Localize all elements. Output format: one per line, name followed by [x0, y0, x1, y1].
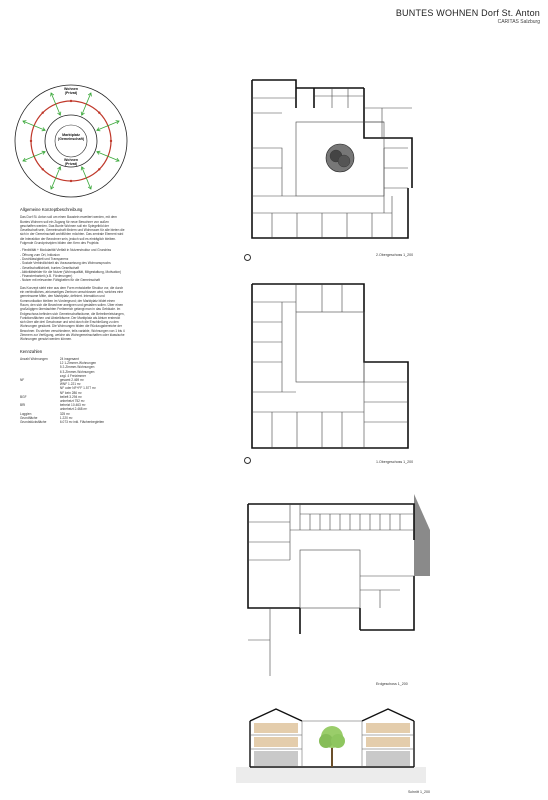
table-row [20, 395, 125, 403]
section-drawing-svg [236, 703, 426, 783]
section-drawing [236, 703, 426, 783]
concept-bullet: - Gesellschaftlichkeit, buntes Gesellschaft [20, 266, 125, 270]
table-row [20, 378, 125, 395]
diagram-arrow [51, 167, 60, 189]
north-arrow-icon [244, 457, 251, 464]
table-value: 1.220 m² [59, 415, 73, 420]
diagram-arrow [82, 93, 91, 115]
page-title: BUNTES WOHNEN Dorf St. Anton [395, 8, 540, 18]
kennzahlen-table [20, 357, 125, 424]
diagram-dot [30, 140, 32, 142]
concept-bullet: - Finanzierbarkeit (z.B. Förderungen) [20, 274, 125, 278]
diagram-arrow [23, 152, 45, 161]
floor-plan-2og-drawing [242, 78, 418, 244]
diagram-arrow [23, 121, 45, 130]
table-value: 6.073 m² inkl. Flächenbegleiten [59, 419, 105, 424]
table-key: BRI [20, 403, 26, 408]
concept-bullet: - Nutzer mit relevanten Fähigkeiten für die Gemeinschaft [20, 278, 125, 282]
diagram-bottom-label: Wohnen (Privat) [63, 158, 79, 166]
diagram-arrow [97, 121, 119, 130]
plan-caption-2og: 2.Obergeschoss 1_200 [376, 253, 414, 257]
concept-rings [12, 82, 130, 200]
table-value: 325 m² [59, 411, 70, 416]
kennzahlen-heading: Kennzahlen [20, 348, 43, 354]
diagram-dot [70, 180, 72, 182]
floor-plan-1og-drawing [242, 282, 418, 452]
concept-bullets [20, 248, 125, 282]
table-key: NF [20, 377, 25, 382]
concept-bullet: - Öffnung zum Ort, Inklusion [20, 253, 125, 257]
diagram-arrow [82, 167, 91, 189]
floor-plan-eg [240, 490, 430, 676]
diagram-arrow [51, 93, 60, 115]
concept-heading: Allgemeine Konzeptbeschreibung [20, 207, 83, 212]
floor-plan-1og [242, 282, 418, 452]
floor-plan-eg-drawing [240, 490, 430, 676]
diagram-top-label: Wohnen (Privat) [63, 87, 79, 95]
table-row [20, 420, 125, 424]
plan-caption-1og: 1.Obergeschoss 1_200 [376, 460, 414, 464]
concept-diagram [12, 82, 130, 200]
concept-text-column [20, 208, 125, 424]
table-value: beheizt 10.463 m³ unbeheizt 2.468 m³ [59, 403, 88, 412]
concept-bullet: - Soziale Verbindlichkeit als Voraussetzung des Wohnanspruchs [20, 261, 125, 265]
concept-bullet: - Durchlässigkeit und Transparenz [20, 257, 125, 261]
concept-bullet: - Aktivitätsfelder für die Nutzer (Wohnqualität, Mitgestaltung, Motivation) [20, 270, 125, 274]
table-value: belieft 3.294 m² unbeheizt 752 m² [59, 394, 85, 403]
diagram-dot [98, 112, 100, 114]
table-key: Anzahl Wohnungen [20, 356, 48, 361]
plan-caption-schnitt: Schnitt 1_200 [408, 790, 430, 794]
diagram-dot [42, 168, 44, 170]
table-key: BGF [20, 394, 27, 399]
north-arrow-icon [244, 254, 251, 261]
diagram-arrow [97, 152, 119, 161]
page-subtitle: CARITAS Salzburg [497, 19, 540, 25]
table-value: gesamt 2.469 m² WNF 1.221 m² NF oder NF+FF 1.577 m² NF kein 286 m² [59, 377, 96, 395]
diagram-center-label: Marktplatz (Gemeinschaft) [57, 133, 85, 141]
diagram-dot [42, 112, 44, 114]
page-header [396, 8, 540, 25]
concept-bullet: - Flexibilität + Modularität Vielfalt in Nutzerstruktur und Grundriss [20, 248, 125, 252]
diagram-dot [98, 168, 100, 170]
plan-caption-eg: Erdgeschoss 1_200 [376, 682, 408, 686]
table-key: Loggien [20, 411, 32, 416]
diagram-dot [70, 100, 72, 102]
floor-plan-2og [242, 78, 418, 244]
table-key: Grundfläche [20, 415, 38, 420]
concept-body: Das Konzept steht eine aus dem Form entwickelte Struktur vor, die durch ein verbindliches, atriumartiges Zentrum umschlossen wird, welches eine gemeinsame Mitte, den Marktplatz, definiert. Interaktion und Kommunikation bleiben im Vordergrund; der Marktplatz bildet einen Raum, den sich die Bewohner aneignen und gestalten sollen. Über einen großzügigen überdachten Freibereich gelangt man in das Gebäude. Im Erdgeschoss befinden sich Gemeinschaftsräume, die Betreiberleistungen, Funktionsflächen und Abstellräume. Der Marktplatz als Atrium erstreckt sich über alle drei Geschosse und wird durch die Erschließung zu den Wohnungen gesäumt. Die Wohnungen bilden die Rückzugsbereiche der Bewohner. Es stehen verschiedene, teils variable, Wohnungen von 1 bis 4 Zimmern zur Verfügung, welche als Wohngemeinschaften oder klassische Wohnungen genutzt werden können. [20, 285, 125, 342]
table-value: 24 insgesamt 12 1-Zimmer-Wohnungen 5 2-Zimmer-Wohnungen 6 3-Zimmer-Wohnungen zzgl. 4 Freizimmer [59, 356, 97, 378]
table-row [20, 403, 125, 411]
table-row [20, 357, 125, 378]
table-key: Grundstücksfläche [20, 419, 47, 424]
concept-intro: Das Dorf St. Anton soll um einen Baustein erweitert werden, mit dem Buntes Wohnen soll ein Zugang für neue Bewohner von außen geschaffen werden. Das Bunte Wohnen soll ein Spiegelbild der Gesellschaft sein, Gemeinschaft fördern und Wohnraum für alle bieten die sich in der Gemeinschaft wohlfühlen möchten. Das zentrale Element wird die Interaktion der Bewohner sein, jedoch soll es einträglich bleiben. Folgende Grundprinzipien bilden den Kern des Projekts: [20, 215, 125, 246]
diagram-dot [110, 140, 112, 142]
